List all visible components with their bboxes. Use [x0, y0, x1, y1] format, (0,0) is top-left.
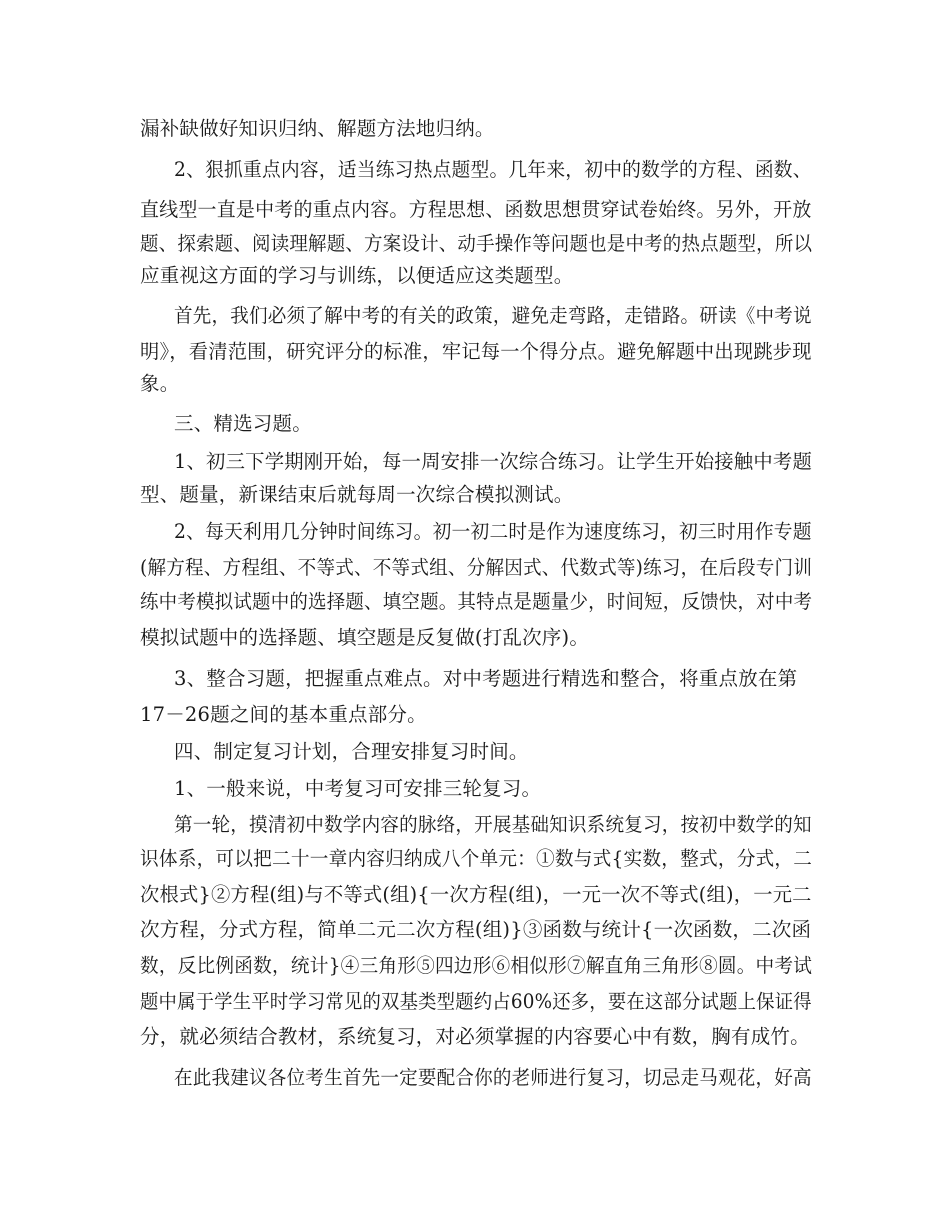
text-line: 象。 [140, 372, 180, 395]
text-line: 在此我建议各位考生首先一定要配合你的老师进行复习，切忌走马观花，好高 [174, 1066, 812, 1089]
text-line: 1、一般来说，中考复习可安排三轮复习。 [174, 777, 542, 800]
text-line: 明》，看清范围，研究评分的标准，牢记每一个得分点。避免解题中出现跳步现 [140, 340, 812, 363]
text-line: 分，就必须结合教材，系统复习，对必须掌握的内容要心中有数，胸有成竹。 [140, 1025, 810, 1048]
text-line: 首先，我们必须了解中考的有关的政策，避免走弯路，走错路。研读《中考说 [174, 304, 812, 327]
text-line: 1、初三下学期刚开始，每一周安排一次综合练习。让学生开始接触中考题 [174, 450, 813, 473]
text-line: 题中属于学生平时学习常见的双基类型题约占60%还多，要在这部分试题上保证得 [140, 990, 812, 1013]
text-line: 模拟试题中的选择题、填空题是反复做(打乱次序)。 [140, 626, 590, 649]
text-line: 漏补缺做好知识归纳、解题方法地归纳。 [140, 117, 495, 140]
text-line: 2、每天利用几分钟时间练习。初一初二时是作为速度练习，初三时用作专题 [174, 520, 812, 543]
text-line: 2、狠抓重点内容，适当练习热点题型。几年来，初中的数学的方程、函数、 [174, 158, 812, 181]
text-line: 3、整合习题，把握重点难点。对中考题进行精选和整合，将重点放在第 [174, 667, 798, 690]
text-line: 第一轮，摸清初中数学内容的脉络，开展基础知识系统复习，按初中数学的知 [174, 813, 812, 836]
text-line: 次根式}②方程(组)与不等式(组){一次方程(组)，一元一次不等式(组)，一元二 [140, 883, 812, 906]
text-line: 题、探索题、阅读理解题、方案设计、动手操作等问题也是中考的热点题型，所以 [140, 232, 813, 255]
text-line: 型、题量，新课结束后就每周一次综合模拟测试。 [140, 483, 574, 506]
text-line: 17－26题之间的基本重点部分。 [140, 703, 427, 726]
text-line: 应重视这方面的学习与训练，以便适应这类题型。 [140, 264, 574, 287]
section-heading: 四、制定复习计划，合理安排复习时间。 [174, 740, 529, 763]
text-line: 直线型一直是中考的重点内容。方程思想、函数思想贯穿试卷始终。另外，开放 [140, 198, 812, 221]
text-line: 练中考模拟试题中的选择题、填空题。其特点是题量少，时间短，反馈快，对中考 [140, 590, 813, 613]
text-line: (解方程、方程组、不等式、不等式组、分解因式、代数式等)练习，在后段专门训 [140, 556, 813, 579]
text-line: 数，反比例函数，统计}④三角形⑤四边形⑥相似形⑦解直角三角形⑧圆。中考试 [140, 954, 813, 977]
text-line: 识体系，可以把二十一章内容归纳成八个单元：①数与式{实数，整式，分式，二 [140, 847, 813, 870]
text-line: 次方程，分式方程，简单二元二次方程(组)}③函数与统计{一次函数，二次函 [140, 918, 812, 941]
section-heading: 三、精选习题。 [174, 412, 312, 435]
